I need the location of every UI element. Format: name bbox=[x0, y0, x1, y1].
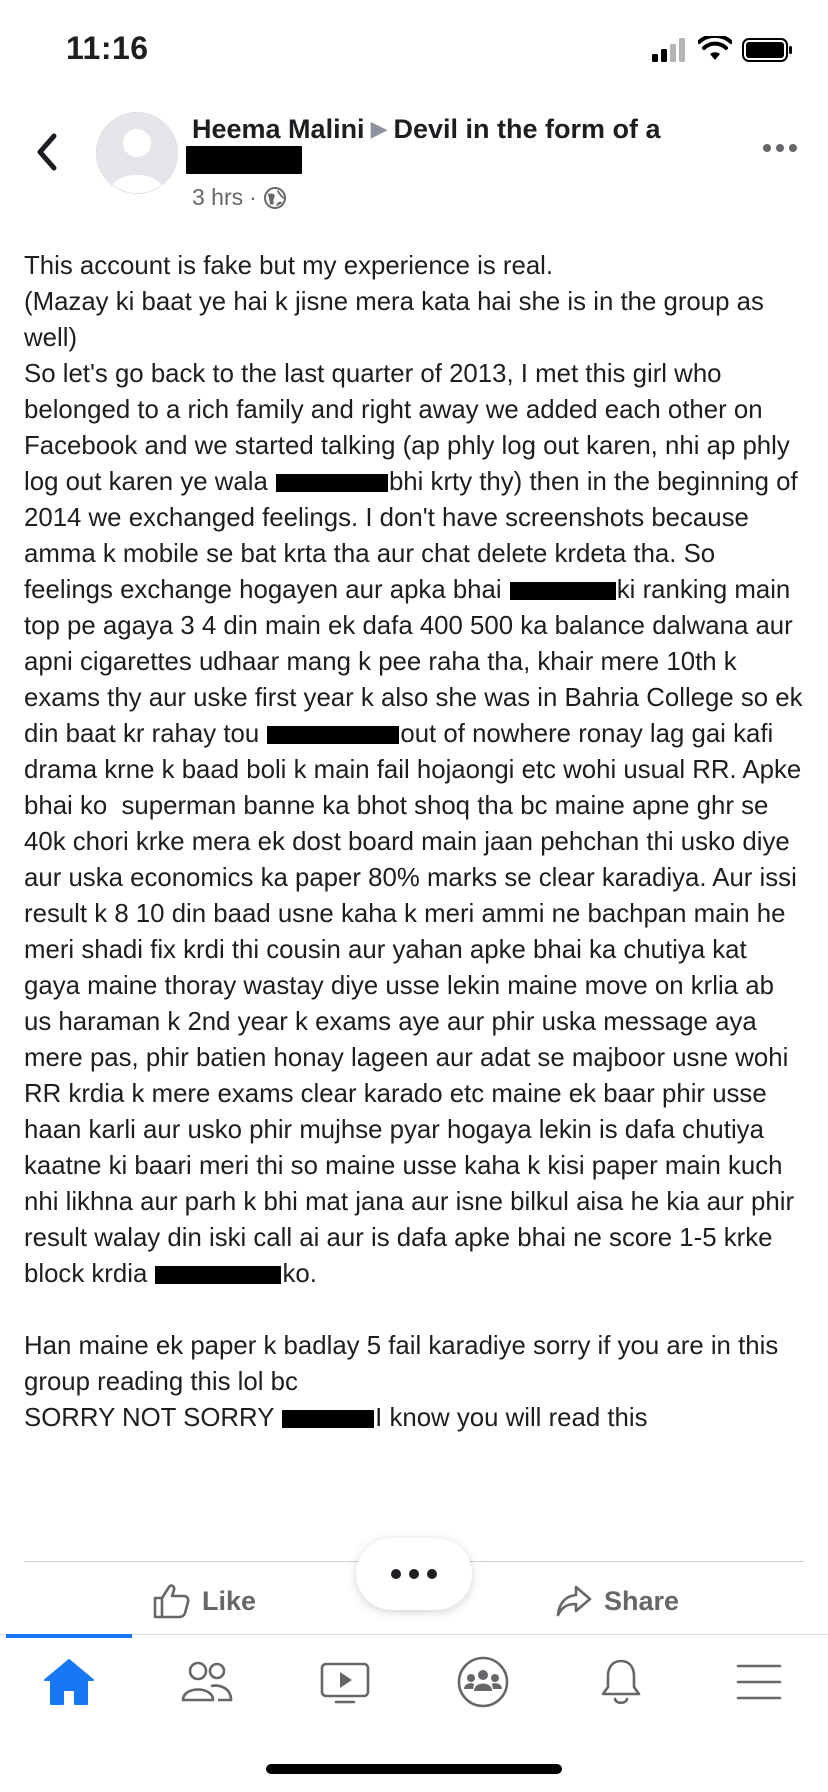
tab-home[interactable] bbox=[40, 1653, 98, 1711]
post-text: out of nowhere ronay lag gai kafi drama krne k baad boli k main fail hojaongi etc wohi usual RR. Apke bhai ko superman banne ka bhot shoq tha bc maine apne ghr se 40k chori krke mera ek dost board main jaan pehchan thi usko diye aur uska economics ka paper 80% marks se clear karadiya. Aur issi result k 8 10 din baad usne kaha k meri ammi ne bachpan main he meri shadi fix krdi thi cousin aur yahan apke bhai ka chutiya kat gaya maine thoray wastay diye usse lekin maine move on krlia ab us haraman k 2nd year k exams aye aur phir uska message aya mere pas, phir batien honay lageen aur adat se majboor usne wohi RR krdia k mere exams clear karado etc maine ek baar phir usse haan karli aur usko phir mujhse pyar hogaya lekin is dafa chutiya kaatne ki baari meri thi so maine usse kaha k kisi paper main kuch nhi likhna aur parh k bhi mat jana aur isne bilkul aisa he kia aur phir result walay din iski call ai aur is dafa apke bhai ne score 1-5 krke block krdia bbox=[24, 720, 809, 1288]
wifi-icon bbox=[698, 36, 732, 62]
meta-separator: · bbox=[249, 184, 257, 210]
author-name[interactable]: Heema Malini bbox=[192, 114, 365, 144]
group-name[interactable]: Devil in the form of a bbox=[393, 114, 661, 144]
home-indicator bbox=[266, 1764, 562, 1774]
dot-icon bbox=[427, 1569, 437, 1579]
redaction-bar bbox=[186, 146, 302, 174]
post-paragraph bbox=[24, 1400, 808, 1436]
redaction-bar bbox=[276, 474, 388, 492]
dot-icon bbox=[391, 1569, 401, 1579]
post-text: I know you will read this bbox=[375, 1404, 648, 1432]
more-options-icon[interactable] bbox=[762, 142, 798, 154]
notifications-icon bbox=[598, 1657, 644, 1707]
post-text: bhi krty thy) then in the beginning of 2014 we exchanged feelings. I don't have screenshots because amma k mobile se bat krta tha aur chat delete krdeta tha. So feelings exchange hogayen aur apka bhai bbox=[24, 468, 805, 604]
redaction-bar bbox=[267, 726, 399, 744]
tab-groups[interactable] bbox=[454, 1653, 512, 1711]
redaction-bar bbox=[282, 1410, 374, 1428]
status-bar bbox=[0, 0, 828, 96]
post-paragraph: Han maine ek paper k badlay 5 fail karadiye sorry if you are in this group reading this lol bc bbox=[24, 1332, 786, 1396]
back-arrow-icon[interactable] bbox=[30, 130, 64, 174]
like-label: Like bbox=[202, 1585, 257, 1616]
bottom-tab-bar bbox=[0, 1634, 828, 1727]
redaction-bar bbox=[510, 582, 616, 600]
post-paragraph bbox=[24, 356, 808, 1292]
globe-icon bbox=[263, 186, 287, 210]
tab-menu[interactable] bbox=[730, 1653, 788, 1711]
floating-more-button[interactable] bbox=[356, 1538, 472, 1610]
post-text: ki ranking main top pe agaya 3 4 din main ek dafa 400 500 ka balance dalwana aur apni cigarettes udhaar mang k pee raha tha, khair mere 10th k exams thy aur uske first year k also she was in Bahria College so ek din baat kr rahay tou bbox=[24, 576, 810, 748]
tab-friends[interactable] bbox=[178, 1653, 236, 1711]
post-body bbox=[24, 248, 808, 1436]
share-label: Share bbox=[604, 1585, 680, 1616]
cellular-signal-icon bbox=[652, 38, 686, 62]
watch-icon bbox=[320, 1660, 370, 1704]
tab-notifications[interactable] bbox=[592, 1653, 650, 1711]
post-paragraph: (Mazay ki baat ye hai k jisne mera kata hai she is in the group as well) bbox=[24, 288, 772, 352]
groups-icon bbox=[456, 1655, 510, 1709]
menu-icon bbox=[736, 1662, 782, 1702]
home-icon bbox=[43, 1658, 95, 1706]
post-text: So let's go back to the last quarter of 2013, I met this girl who belonged to a rich family and right away we added each other on Facebook and we started talking (ap phly log out karen, nhi ap phly log out karen ye wala bbox=[24, 360, 797, 496]
post-time: 3 hrs bbox=[192, 184, 244, 210]
share-button[interactable] bbox=[556, 1576, 679, 1626]
post-text: ko. bbox=[282, 1260, 317, 1288]
post-header bbox=[0, 100, 828, 220]
status-time: 11:16 bbox=[66, 30, 149, 66]
post-title bbox=[192, 112, 712, 148]
post-paragraph: This account is fake but my experience is real. bbox=[24, 252, 554, 280]
thumbs-up-icon bbox=[152, 1583, 190, 1619]
dot-icon bbox=[409, 1569, 419, 1579]
share-arrow-icon bbox=[556, 1584, 592, 1618]
active-tab-indicator bbox=[6, 1634, 132, 1638]
friends-icon bbox=[181, 1660, 233, 1704]
battery-icon bbox=[742, 38, 794, 62]
arrow-right-icon: ▶ bbox=[370, 116, 388, 141]
post-meta bbox=[192, 184, 287, 211]
redaction-bar bbox=[155, 1266, 281, 1284]
avatar[interactable] bbox=[96, 112, 178, 194]
post-text: SORRY NOT SORRY bbox=[24, 1404, 282, 1432]
default-avatar-icon bbox=[97, 113, 177, 193]
like-button[interactable] bbox=[152, 1576, 256, 1626]
tab-watch[interactable] bbox=[316, 1653, 374, 1711]
